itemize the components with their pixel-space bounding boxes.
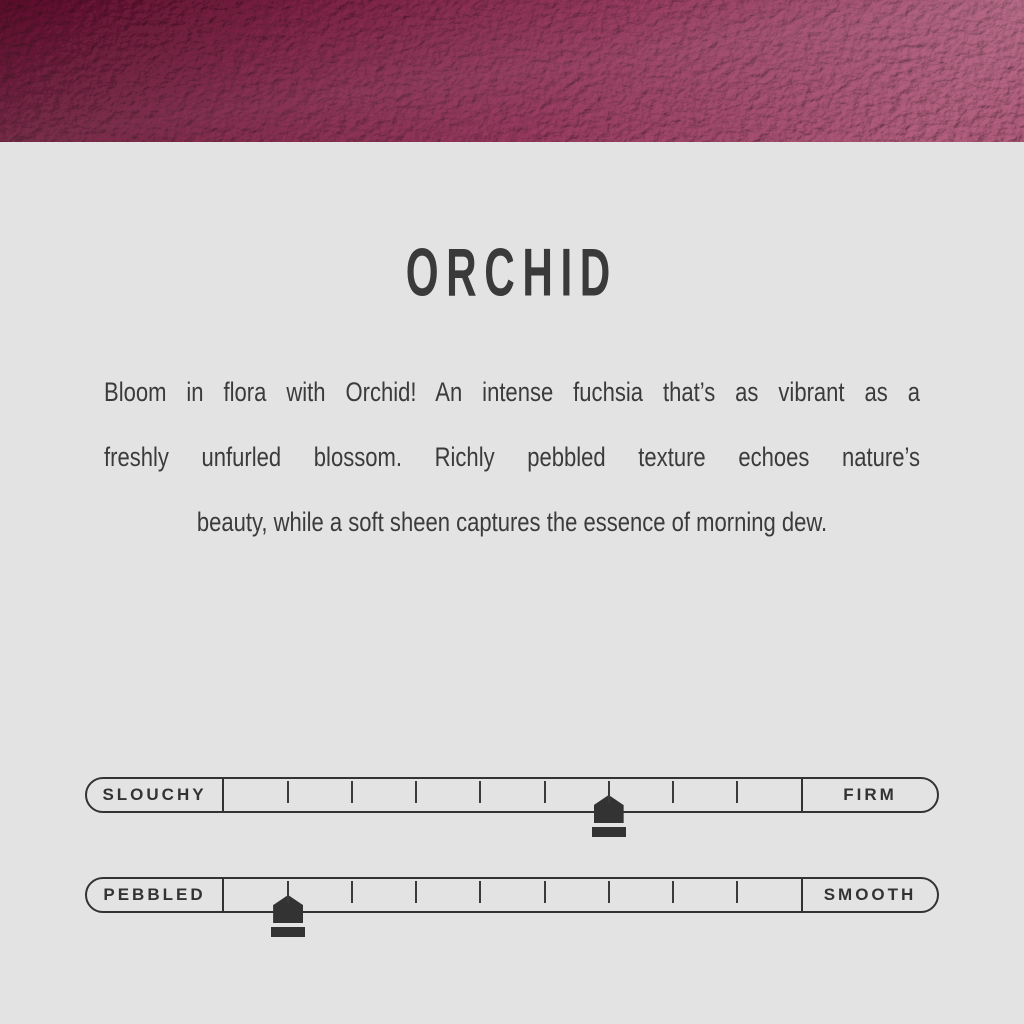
firmness-scale-track xyxy=(224,779,801,811)
texture-scale xyxy=(85,877,939,913)
description-line: freshly unfurled blossom. Richly pebbled texture echoes nature’s xyxy=(104,442,920,472)
page-title xyxy=(0,236,1024,308)
firmness-scale xyxy=(85,777,939,813)
description-line: Bloom in flora with Orchid! An intense fuchsia that’s as vibrant as a xyxy=(104,377,920,407)
marker-bar-icon xyxy=(271,927,305,937)
scale-tick xyxy=(672,781,674,803)
description-line: beauty, while a soft sheen captures the essence of morning dew. xyxy=(196,507,828,537)
scale-tick xyxy=(608,781,610,803)
scale-tick xyxy=(544,881,546,903)
scale-tick xyxy=(544,781,546,803)
texture-scale-left-label: PEBBLED xyxy=(87,879,224,911)
scale-tick xyxy=(736,881,738,903)
marker-bar-icon xyxy=(592,827,626,837)
page-title-text: ORCHID xyxy=(405,234,619,310)
color-description xyxy=(104,360,920,555)
scale-tick xyxy=(479,881,481,903)
scale-tick xyxy=(736,781,738,803)
scale-tick xyxy=(608,881,610,903)
scale-tick xyxy=(351,781,353,803)
scale-tick xyxy=(287,881,289,903)
scale-tick xyxy=(351,881,353,903)
leather-texture-svg xyxy=(0,0,1024,142)
scale-tick xyxy=(479,781,481,803)
scale-tick xyxy=(672,881,674,903)
scale-tick xyxy=(415,781,417,803)
firmness-scale-right-label: FIRM xyxy=(801,779,937,811)
firmness-scale-left-label: SLOUCHY xyxy=(87,779,224,811)
texture-scale-track xyxy=(224,879,801,911)
leather-texture-image xyxy=(0,0,1024,142)
texture-scale-right-label: SMOOTH xyxy=(801,879,937,911)
scale-tick xyxy=(415,881,417,903)
scale-tick xyxy=(287,781,289,803)
